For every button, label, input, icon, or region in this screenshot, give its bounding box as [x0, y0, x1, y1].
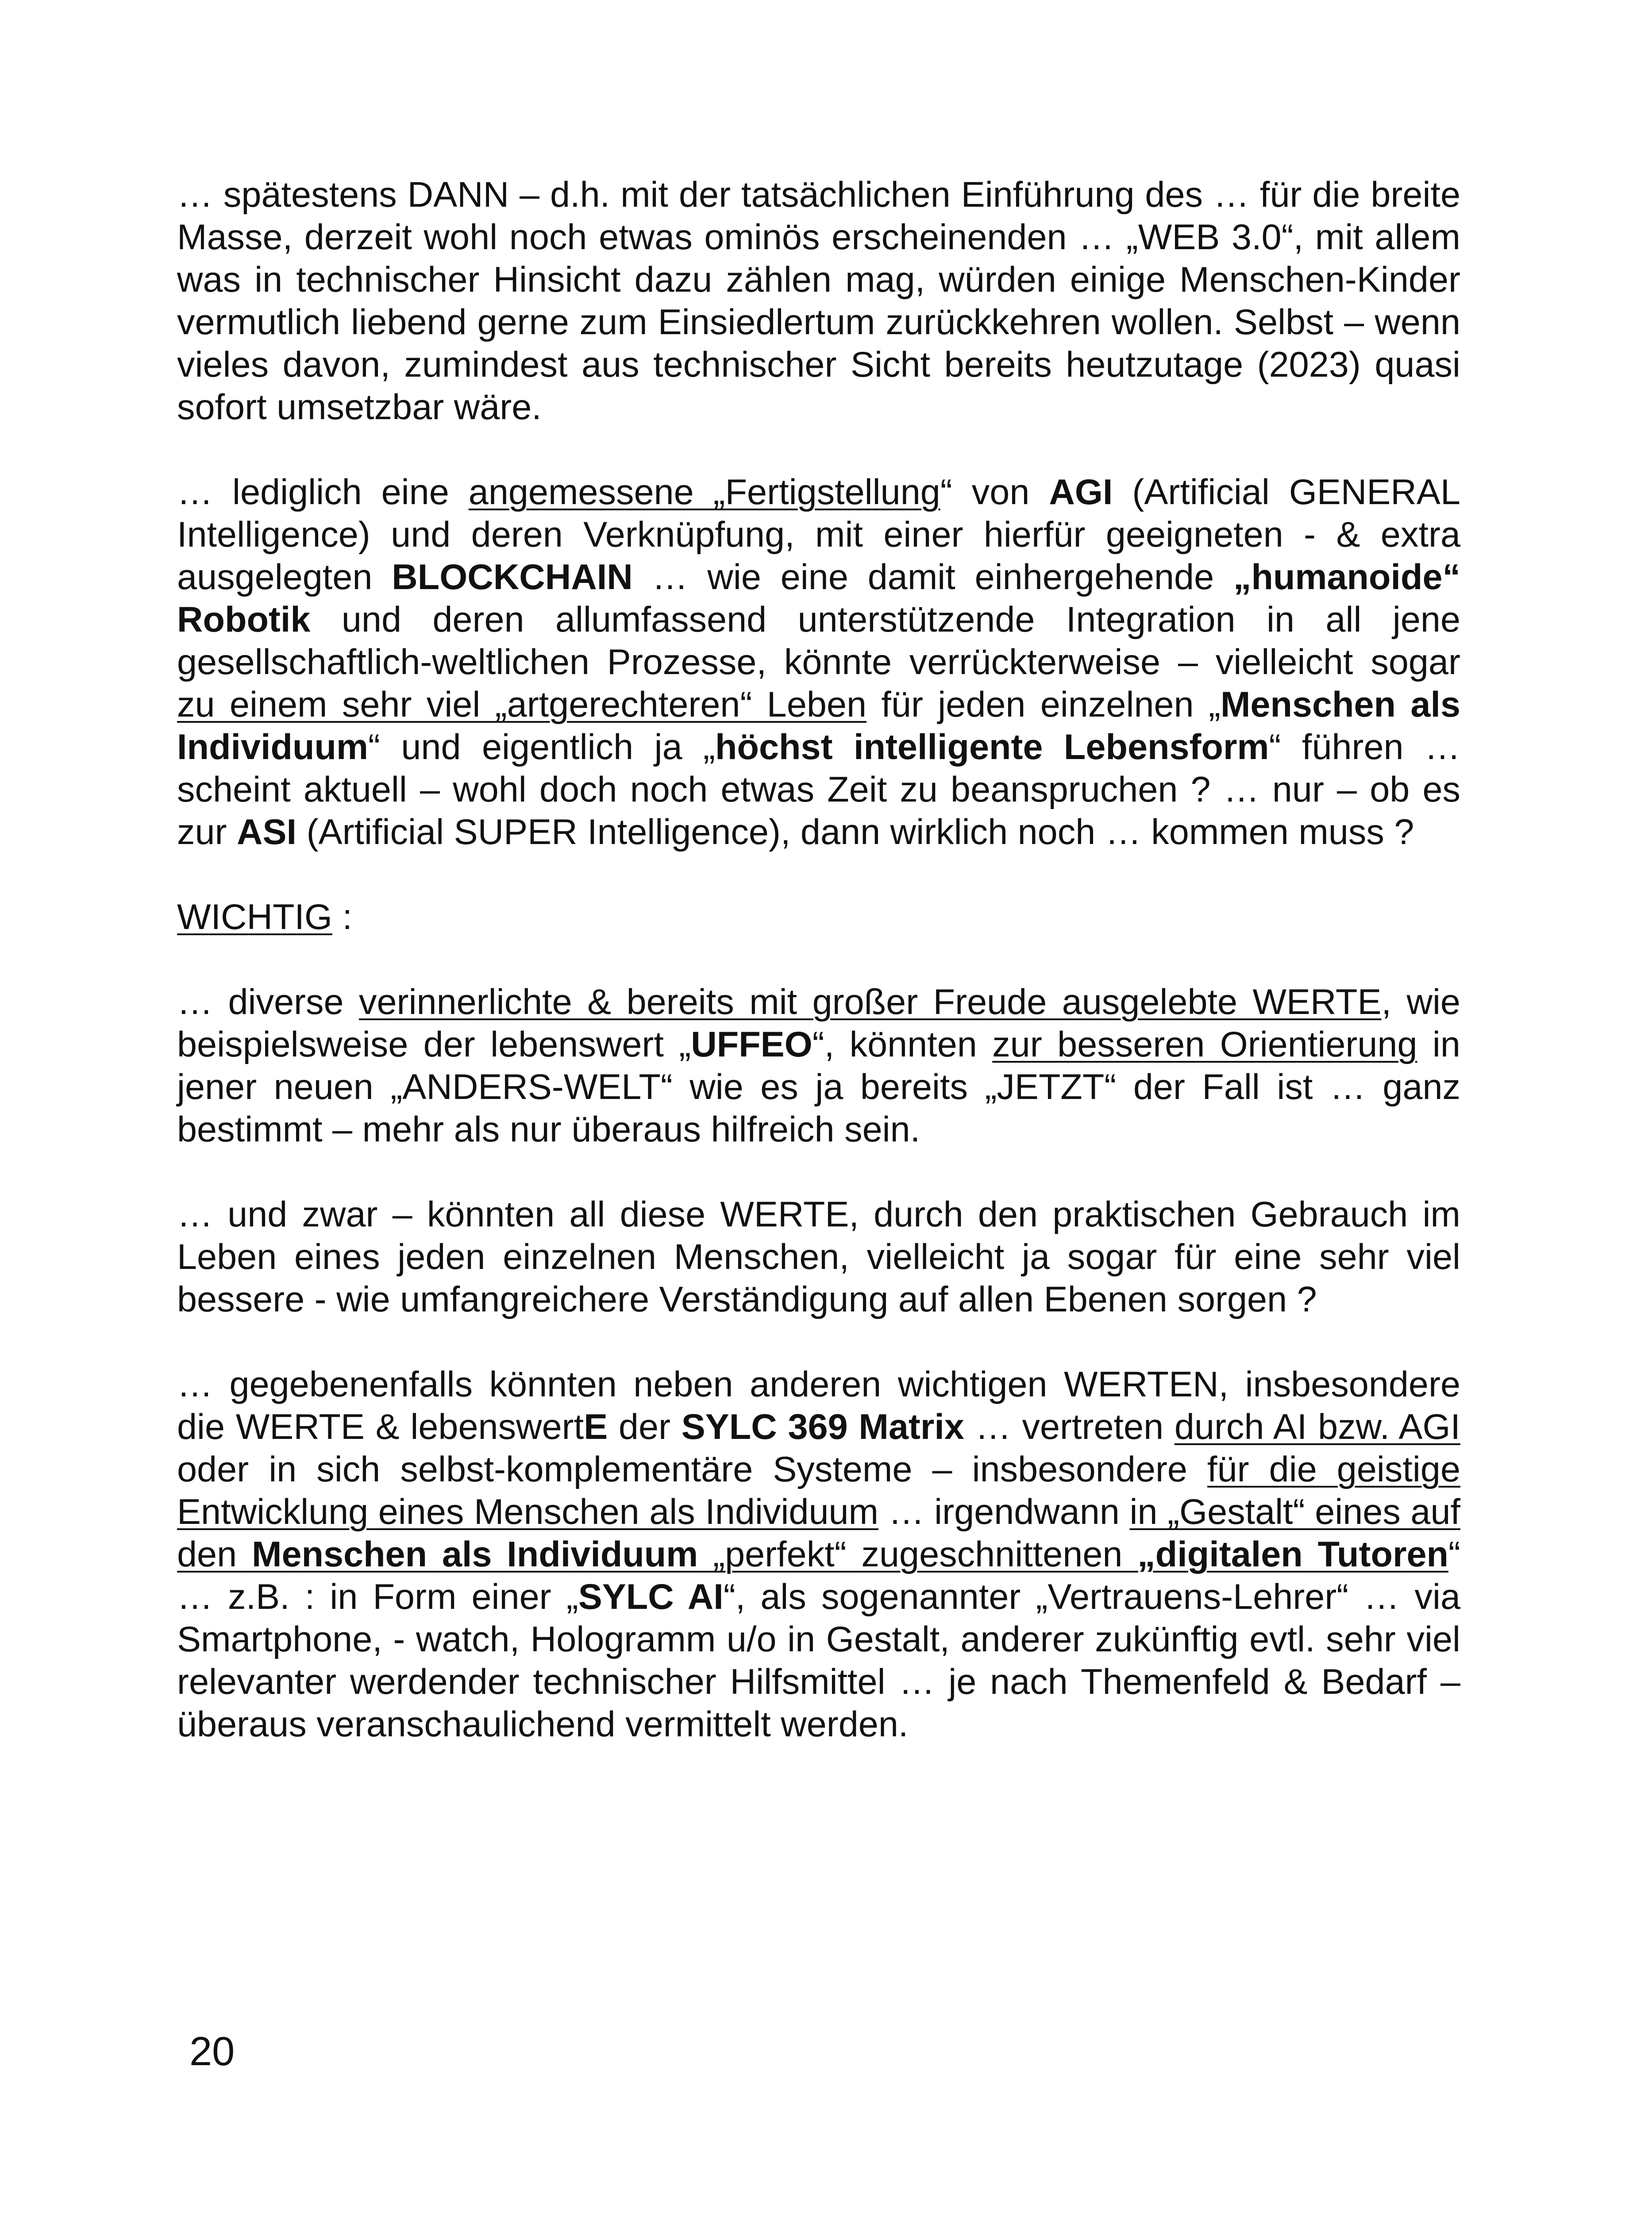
- text-run: zur besseren Orientierung: [992, 1025, 1417, 1064]
- text-run: “ und eigentlich ja „: [368, 727, 716, 767]
- text-run: in jener neuen „ANDERS-WELT“ wie es ja bereits „JETZT“ der Fall ist … ganz bestimmt – mehr als nur überaus hilfreich sein.: [177, 1025, 1460, 1149]
- text-run: … spätestens DANN – d.h. mit der tatsächlichen Einführung des … für die breite Masse, derzeit wohl noch etwas ominös erscheinenden … „WEB 3.0“, mit allem was in technischer Hinsicht dazu zählen mag, würden einige Menschen-Kinder vermutlich liebend gerne zum Einsiedlertum zurückkehren wollen. Selbst – wenn vieles davon, zumindest aus technischer Sicht bereits heutzutage (2023) quasi sofort umsetzbar wäre.: [177, 175, 1460, 427]
- page-number: 20: [189, 2029, 235, 2074]
- text-run: “, als sogenannter „Vertrauens-Lehrer“ … via Smartphone, - watch, Hologramm u/o in Gestalt, anderer zukünftig evtl. sehr viel relevanter werdender technischer Hilfsmittel … je nach Themenfeld & Bedarf – überaus veranschaulichend vermittelt werden.: [177, 1577, 1461, 1744]
- text-run: E: [584, 1407, 608, 1447]
- text-run: SYLC 369 Matrix: [681, 1407, 964, 1447]
- text-run: … lediglich eine: [177, 472, 469, 512]
- text-run: Menschen als Individuum: [177, 685, 1460, 767]
- text-run: angemessene „Fertigstellung: [468, 472, 940, 512]
- text-run: oder in sich selbst-komplementäre Systeme – insbesondere: [177, 1450, 1208, 1489]
- text-run: zu einem sehr viel „artgerechteren“ Leben: [177, 685, 867, 725]
- text-run: UFFEO: [691, 1025, 813, 1064]
- text-run: für jeden einzelnen „: [866, 685, 1221, 725]
- text-run: durch AI bzw. AGI: [1174, 1407, 1460, 1447]
- text-run: „perfekt“ zugeschnittenen: [698, 1534, 1138, 1574]
- page-content: [177, 173, 1460, 1788]
- text-run: und deren allumfassend unterstützende Integration in all jene gesellschaftlich-weltlichen Prozesse, könnte verrückterweise – vielleicht sogar: [177, 600, 1460, 682]
- text-run: WICHTIG: [177, 897, 332, 937]
- paragraph-sylc-matrix: [177, 1363, 1460, 1746]
- text-run: (Artificial SUPER Intelligence), dann wirklich noch … kommen muss ?: [297, 812, 1414, 852]
- text-run: BLOCKCHAIN: [392, 557, 633, 597]
- text-run: ASI: [237, 812, 297, 852]
- text-run: „humanoide“ Robotik: [177, 557, 1460, 640]
- section-heading-wichtig: [177, 896, 1460, 938]
- text-run: verinnerlichte & bereits mit großer Freude ausgelebte WERTE: [359, 982, 1382, 1022]
- text-run: , wie beispielsweise der lebenswert „: [177, 982, 1460, 1064]
- text-run: AGI: [1049, 472, 1113, 512]
- text-run: für die geistige Entwicklung eines Menschen als Individuum: [177, 1450, 1460, 1532]
- text-run: … und zwar – könnten all diese WERTE, durch den praktischen Gebrauch im Leben eines jeden einzelnen Menschen, vielleicht ja sogar für eine sehr viel bessere - wie umfangreichere Verständigung auf allen Ebenen sorgen ?: [177, 1195, 1460, 1319]
- text-run: :: [332, 897, 352, 937]
- text-run: Menschen als Individuum: [251, 1534, 698, 1574]
- text-run: in „Gestalt“ eines auf den: [177, 1492, 1460, 1574]
- text-run: “ führen … scheint aktuell – wohl doch noch etwas Zeit zu beanspruchen ? … nur – ob es zur: [177, 727, 1461, 852]
- text-run: … diverse: [177, 982, 359, 1022]
- text-run: „digitalen Tutoren: [1137, 1534, 1449, 1574]
- text-run: (Artificial GENERAL Intelligence) und deren Verknüpfung, mit einer hierfür geeigneten - & extra ausgelegten: [177, 472, 1460, 597]
- text-run: höchst intelligente Lebensform: [715, 727, 1269, 767]
- text-run: “ … z.B. : in Form einer „: [177, 1534, 1461, 1617]
- paragraph-agi: [177, 471, 1460, 853]
- paragraph-web3: [177, 173, 1460, 428]
- paragraph-werte: [177, 981, 1460, 1151]
- text-run: … gegebenenfalls könnten neben anderen wichtigen WERTEN, insbesondere die WERTE & lebenswert: [177, 1365, 1460, 1447]
- text-run: … wie eine damit einhergehende: [632, 557, 1233, 597]
- text-run: … vertreten: [964, 1407, 1174, 1447]
- text-run: “ von: [940, 472, 1049, 512]
- text-run: … irgendwann: [878, 1492, 1130, 1532]
- text-run: SYLC AI: [578, 1577, 724, 1617]
- text-run: der: [608, 1407, 682, 1447]
- paragraph-verstaendigung: [177, 1193, 1460, 1321]
- text-run: “, könnten: [812, 1025, 993, 1064]
